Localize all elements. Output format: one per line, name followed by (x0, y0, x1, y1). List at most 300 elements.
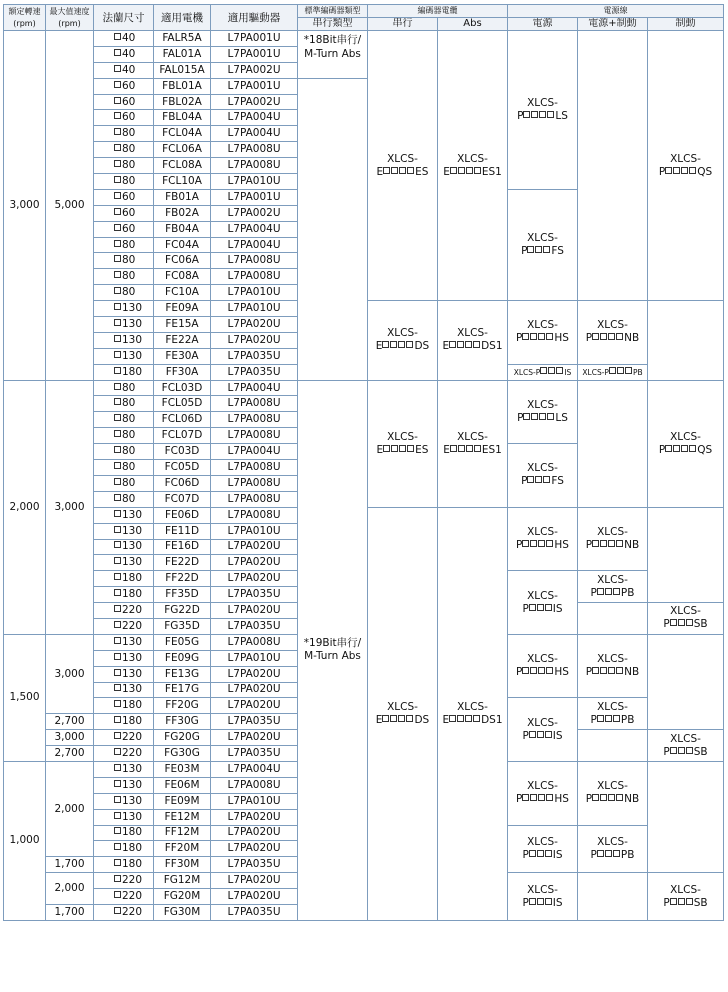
flange-size-cell: 130 (94, 539, 154, 555)
motor-model-cell: FC10A (154, 285, 211, 301)
driver-model-cell: L7PA020U (211, 666, 298, 682)
driver-model-cell: L7PA002U (211, 94, 298, 110)
driver-model-cell: L7PA004U (211, 237, 298, 253)
header-serial: 串行 (368, 18, 438, 31)
power-brake-cable-small: XLCS-P PB (578, 364, 648, 380)
driver-model-cell: L7PA020U (211, 539, 298, 555)
motor-model-cell: FG30M (154, 904, 211, 920)
power-brake-cable (578, 507, 648, 571)
flange-size-cell: 130 (94, 761, 154, 777)
driver-model-cell: L7PA035U (211, 857, 298, 873)
driver-model-cell: L7PA008U (211, 777, 298, 793)
flange-size-cell: 130 (94, 666, 154, 682)
flange-size-cell: 80 (94, 142, 154, 158)
cable-code: XLCS- E DS1 (442, 700, 503, 726)
motor-model-cell: FE03M (154, 761, 211, 777)
cable-code: XLCS- P PB (590, 573, 635, 599)
square-flange-icon (114, 589, 121, 596)
flange-size-cell: 220 (94, 904, 154, 920)
motor-model-cell: FCL06D (154, 412, 211, 428)
header-std-encoder-sub: 串行類型 (298, 18, 368, 31)
motor-model-cell: FCL07D (154, 428, 211, 444)
cable-code: XLCS- P PB (590, 700, 635, 726)
motor-model-cell: FC06A (154, 253, 211, 269)
flange-size-cell: 80 (94, 491, 154, 507)
motor-model-cell: FG20M (154, 889, 211, 905)
square-flange-icon (114, 478, 121, 485)
cable-code: XLCS- P SB (663, 732, 708, 758)
flange-size-cell: 180 (94, 587, 154, 603)
flange-size-cell: 180 (94, 571, 154, 587)
flange-size-cell: 130 (94, 809, 154, 825)
driver-model-cell: L7PA035U (211, 618, 298, 634)
square-flange-icon (114, 240, 121, 247)
flange-size-cell: 80 (94, 412, 154, 428)
flange-size-cell: 130 (94, 777, 154, 793)
driver-model-cell: L7PA010U (211, 285, 298, 301)
header-power-brake: 電源+制動 (578, 18, 648, 31)
square-flange-icon (114, 827, 121, 834)
power-brake-blank (578, 603, 648, 635)
motor-model-cell: FBL02A (154, 94, 211, 110)
flange-size-cell: 130 (94, 634, 154, 650)
driver-model-cell: L7PA008U (211, 491, 298, 507)
flange-size-cell: 80 (94, 174, 154, 190)
square-flange-icon (114, 732, 121, 739)
flange-size-cell: 80 (94, 475, 154, 491)
cable-code: XLCS- P IS (522, 716, 563, 742)
driver-model-cell: L7PA020U (211, 841, 298, 857)
flange-size-cell: 180 (94, 825, 154, 841)
motor-model-cell: FE16D (154, 539, 211, 555)
power-cable-small: XLCS-P IS (508, 364, 578, 380)
driver-model-cell: L7PA020U (211, 571, 298, 587)
rated-speed-cell: 3,000 (4, 31, 46, 381)
power-cable (508, 698, 578, 762)
flange-size-cell: 130 (94, 348, 154, 364)
square-flange-icon (114, 81, 121, 88)
power-brake-blank (578, 380, 648, 507)
flange-size-cell: 180 (94, 857, 154, 873)
max-speed-cell: 1,700 (46, 904, 94, 920)
square-flange-icon (114, 700, 121, 707)
square-flange-icon (114, 224, 121, 231)
square-flange-icon (114, 462, 121, 469)
cable-code: XLCS- P HS (516, 780, 569, 806)
flange-size-cell: 80 (94, 253, 154, 269)
flange-size-cell: 80 (94, 444, 154, 460)
square-flange-icon (114, 144, 121, 151)
power-cable (508, 571, 578, 635)
cable-code: XLCS- E ES1 (443, 430, 502, 456)
flange-size-cell: 80 (94, 237, 154, 253)
cable-code: XLCS- P PB (590, 835, 635, 861)
driver-model-cell: L7PA002U (211, 62, 298, 78)
flange-size-cell: 80 (94, 380, 154, 396)
square-flange-icon (114, 796, 121, 803)
motor-model-cell: FCL03D (154, 380, 211, 396)
power-cable (508, 301, 578, 365)
flange-size-cell: 220 (94, 603, 154, 619)
motor-model-cell: FE06M (154, 777, 211, 793)
brake-blank (648, 634, 724, 729)
motor-model-cell: FE09M (154, 793, 211, 809)
square-flange-icon (114, 271, 121, 278)
flange-size-cell: 60 (94, 94, 154, 110)
driver-model-cell: L7PA008U (211, 460, 298, 476)
square-flange-icon (114, 780, 121, 787)
motor-model-cell: FG35D (154, 618, 211, 634)
motor-model-cell: FAL01A (154, 46, 211, 62)
square-flange-icon (114, 812, 121, 819)
header-std-encoder: 標準編碼器類型 (298, 5, 368, 18)
power-brake-blank (578, 31, 648, 301)
cable-code: XLCS- E DS (375, 700, 430, 726)
cable-code: XLCS- P QS (658, 430, 713, 456)
encoder-cable-serial (368, 507, 438, 920)
power-cable (508, 507, 578, 571)
brake-blank (648, 507, 724, 602)
square-flange-icon (114, 494, 121, 501)
motor-model-cell: FALR5A (154, 31, 211, 47)
cable-code: XLCS- P LS (517, 398, 568, 424)
motor-model-cell: FE09G (154, 650, 211, 666)
square-flange-icon (114, 335, 121, 342)
flange-size-cell: 130 (94, 507, 154, 523)
motor-model-cell: FCL05D (154, 396, 211, 412)
driver-model-cell: L7PA008U (211, 428, 298, 444)
driver-model-cell: L7PA004U (211, 444, 298, 460)
driver-model-cell: L7PA020U (211, 730, 298, 746)
flange-size-cell: 60 (94, 205, 154, 221)
brake-cable (648, 380, 724, 507)
cable-code: XLCS- E ES (376, 152, 429, 178)
max-speed-cell: 3,000 (46, 730, 94, 746)
power-brake-cable (578, 634, 648, 698)
cable-code: XLCS- P IS (522, 835, 563, 861)
encoder-cable-serial (368, 380, 438, 507)
brake-cable (648, 603, 724, 635)
motor-model-cell: FE15A (154, 317, 211, 333)
driver-model-cell: L7PA035U (211, 348, 298, 364)
square-flange-icon (114, 128, 121, 135)
square-flange-icon (114, 319, 121, 326)
motor-model-cell: FBL04A (154, 110, 211, 126)
square-flange-icon (114, 748, 121, 755)
power-cable (508, 380, 578, 444)
square-flange-icon (114, 510, 121, 517)
flange-size-cell: 130 (94, 523, 154, 539)
driver-model-cell: L7PA010U (211, 650, 298, 666)
max-speed-cell: 2,000 (46, 873, 94, 905)
square-flange-icon (114, 843, 121, 850)
motor-model-cell: FE12M (154, 809, 211, 825)
driver-model-cell: L7PA008U (211, 158, 298, 174)
encoder-cable-abs (438, 380, 508, 507)
square-flange-icon (114, 97, 121, 104)
square-flange-icon (114, 605, 121, 612)
square-flange-icon (114, 541, 121, 548)
flange-size-cell: 80 (94, 428, 154, 444)
driver-model-cell: L7PA004U (211, 110, 298, 126)
cable-code: XLCS- E ES (376, 430, 429, 456)
motor-model-cell: FF30G (154, 714, 211, 730)
motor-model-cell: FE17G (154, 682, 211, 698)
motor-model-cell: FE30A (154, 348, 211, 364)
brake-cable (648, 873, 724, 921)
cable-code: XLCS- E DS1 (442, 327, 503, 353)
motor-model-cell: FAL015A (154, 62, 211, 78)
driver-model-cell: L7PA035U (211, 746, 298, 762)
header-power-cable: 電源線 (508, 5, 724, 18)
power-cable (508, 31, 578, 190)
flange-size-cell: 60 (94, 189, 154, 205)
driver-model-cell: L7PA020U (211, 698, 298, 714)
motor-model-cell: FE11D (154, 523, 211, 539)
power-cable (508, 761, 578, 825)
encoder-cable-abs (438, 31, 508, 301)
flange-size-cell: 80 (94, 269, 154, 285)
power-brake-cable (578, 761, 648, 825)
driver-model-cell: L7PA010U (211, 523, 298, 539)
square-flange-icon (114, 192, 121, 199)
square-flange-icon (114, 351, 121, 358)
square-flange-icon (114, 526, 121, 533)
motor-model-cell: FBL01A (154, 78, 211, 94)
cable-code: XLCS- P HS (516, 653, 569, 679)
driver-model-cell: L7PA035U (211, 904, 298, 920)
driver-model-cell: L7PA020U (211, 555, 298, 571)
cable-code: XLCS- P HS (516, 319, 569, 345)
motor-model-cell: FB01A (154, 189, 211, 205)
cable-code: XLCS- P SB (663, 605, 708, 631)
driver-model-cell: L7PA020U (211, 317, 298, 333)
square-flange-icon (114, 383, 121, 390)
driver-model-cell: L7PA008U (211, 475, 298, 491)
motor-model-cell: FF22D (154, 571, 211, 587)
square-flange-icon (114, 160, 121, 167)
motor-model-cell: FC05D (154, 460, 211, 476)
square-flange-icon (114, 716, 121, 723)
flange-size-cell: 220 (94, 730, 154, 746)
header-encoder-cable: 編碼器電纜 (368, 5, 508, 18)
cable-code: XLCS- P FS (521, 462, 564, 488)
motor-model-cell: FC06D (154, 475, 211, 491)
table-body (4, 31, 724, 921)
driver-model-cell: L7PA008U (211, 396, 298, 412)
motor-model-cell: FF12M (154, 825, 211, 841)
driver-model-cell: L7PA004U (211, 761, 298, 777)
square-flange-icon (114, 875, 121, 882)
motor-model-cell: FE22A (154, 332, 211, 348)
brake-cable (648, 31, 724, 301)
motor-model-cell: FF30A (154, 364, 211, 380)
flange-size-cell: 180 (94, 698, 154, 714)
square-flange-icon (114, 398, 121, 405)
square-flange-icon (114, 33, 121, 40)
square-flange-icon (114, 112, 121, 119)
driver-model-cell: L7PA020U (211, 603, 298, 619)
cable-code: XLCS- P IS (522, 883, 563, 909)
square-flange-icon (114, 621, 121, 628)
header-driver: 適用驅動器 (211, 5, 298, 31)
driver-model-cell: L7PA001U (211, 189, 298, 205)
square-flange-icon (114, 891, 121, 898)
flange-size-cell: 220 (94, 889, 154, 905)
cable-code: XLCS- P NB (585, 526, 640, 551)
square-flange-icon (114, 764, 121, 771)
flange-size-cell: 80 (94, 460, 154, 476)
power-cable (508, 189, 578, 300)
header-motor: 適用電機 (154, 5, 211, 31)
driver-model-cell: L7PA020U (211, 682, 298, 698)
cable-code: XLCS- E DS (375, 327, 430, 353)
driver-model-cell: L7PA008U (211, 634, 298, 650)
square-flange-icon (114, 255, 121, 262)
power-brake-cable (578, 825, 648, 873)
driver-model-cell: L7PA035U (211, 587, 298, 603)
flange-size-cell: 130 (94, 650, 154, 666)
square-flange-icon (114, 573, 121, 580)
square-flange-icon (114, 367, 121, 374)
driver-model-cell: L7PA020U (211, 873, 298, 889)
flange-size-cell: 220 (94, 618, 154, 634)
flange-size-cell: 80 (94, 396, 154, 412)
driver-model-cell: L7PA008U (211, 253, 298, 269)
driver-model-cell: L7PA010U (211, 174, 298, 190)
max-speed-cell: 2,000 (46, 761, 94, 856)
flange-size-cell: 180 (94, 714, 154, 730)
motor-model-cell: FCL04A (154, 126, 211, 142)
square-flange-icon (114, 49, 121, 56)
max-speed-cell: 3,000 (46, 380, 94, 634)
flange-size-cell: 40 (94, 31, 154, 47)
motor-model-cell: FG12M (154, 873, 211, 889)
motor-model-cell: FCL08A (154, 158, 211, 174)
motor-model-cell: FC08A (154, 269, 211, 285)
square-flange-icon (114, 176, 121, 183)
encoder-cable-serial (368, 31, 438, 301)
driver-model-cell: L7PA020U (211, 332, 298, 348)
flange-size-cell: 60 (94, 110, 154, 126)
header-max-speed: 最大值速度 (rpm) (46, 5, 94, 31)
cable-code: XLCS- P NB (585, 319, 640, 345)
header-brake: 制動 (648, 18, 724, 31)
motor-model-cell: FE06D (154, 507, 211, 523)
motor-model-cell: FC04A (154, 237, 211, 253)
motor-model-cell: FB02A (154, 205, 211, 221)
driver-model-cell: L7PA002U (211, 205, 298, 221)
cable-code: XLCS- P IS (522, 589, 563, 615)
max-speed-cell: 3,000 (46, 634, 94, 713)
encoder-type-blank (298, 78, 368, 380)
power-brake-blank (578, 873, 648, 921)
power-cable (508, 634, 578, 698)
flange-size-cell: 60 (94, 78, 154, 94)
power-brake-blank (578, 730, 648, 762)
flange-size-cell: 40 (94, 46, 154, 62)
flange-size-cell: 130 (94, 317, 154, 333)
header-flange: 法蘭尺寸 (94, 5, 154, 31)
driver-model-cell: L7PA008U (211, 412, 298, 428)
square-flange-icon (114, 907, 121, 914)
rated-speed-cell: 2,000 (4, 380, 46, 634)
power-cable (508, 825, 578, 873)
square-flange-icon (114, 653, 121, 660)
driver-model-cell: L7PA001U (211, 31, 298, 47)
power-brake-cable (578, 301, 648, 365)
flange-size-cell: 80 (94, 285, 154, 301)
flange-size-cell: 130 (94, 555, 154, 571)
cable-code: XLCS- P LS (517, 96, 568, 122)
motor-model-cell: FC07D (154, 491, 211, 507)
header-rated-speed: 額定轉速 (rpm) (4, 5, 46, 31)
square-flange-icon (114, 637, 121, 644)
flange-size-cell: 60 (94, 221, 154, 237)
power-cable (508, 444, 578, 508)
driver-model-cell: L7PA035U (211, 714, 298, 730)
encoder-cable-serial (368, 301, 438, 380)
brake-cable (648, 730, 724, 762)
flange-size-cell: 220 (94, 873, 154, 889)
rated-speed-cell: 1,500 (4, 634, 46, 761)
header-power: 電源 (508, 18, 578, 31)
square-flange-icon (114, 446, 121, 453)
max-speed-cell: 2,700 (46, 714, 94, 730)
flange-size-cell: 130 (94, 682, 154, 698)
driver-model-cell: L7PA010U (211, 793, 298, 809)
encoder-type-18bit: *18Bit串行/ M-Turn Abs (298, 31, 368, 79)
motor-model-cell: FE05G (154, 634, 211, 650)
header-abs: Abs (438, 18, 508, 31)
motor-model-cell: FE22D (154, 555, 211, 571)
motor-model-cell: FCL10A (154, 174, 211, 190)
motor-model-cell: FG22D (154, 603, 211, 619)
table-row (4, 31, 724, 47)
flange-size-cell: 180 (94, 364, 154, 380)
power-cable (508, 873, 578, 921)
square-flange-icon (114, 287, 121, 294)
driver-model-cell: L7PA020U (211, 825, 298, 841)
power-brake-cable (578, 698, 648, 730)
table-row (4, 380, 724, 396)
driver-model-cell: L7PA004U (211, 221, 298, 237)
rated-speed-cell: 1,000 (4, 761, 46, 920)
encoder-cable-abs (438, 507, 508, 920)
square-flange-icon (114, 65, 121, 72)
motor-model-cell: FE09A (154, 301, 211, 317)
flange-size-cell: 80 (94, 158, 154, 174)
flange-size-cell: 130 (94, 793, 154, 809)
square-flange-icon (114, 414, 121, 421)
motor-model-cell: FCL06A (154, 142, 211, 158)
driver-model-cell: L7PA035U (211, 364, 298, 380)
square-flange-icon (114, 208, 121, 215)
square-flange-icon (114, 430, 121, 437)
encoder-type-19bit: *19Bit串行/ M-Turn Abs (298, 380, 368, 920)
square-flange-icon (114, 859, 121, 866)
square-flange-icon (114, 303, 121, 310)
motor-model-cell: FF20G (154, 698, 211, 714)
motor-model-cell: FC03D (154, 444, 211, 460)
motor-model-cell: FB04A (154, 221, 211, 237)
motor-model-cell: FF35D (154, 587, 211, 603)
driver-model-cell: L7PA008U (211, 269, 298, 285)
driver-model-cell: L7PA010U (211, 301, 298, 317)
cable-code: XLCS- P FS (521, 232, 564, 258)
driver-model-cell: L7PA020U (211, 889, 298, 905)
max-speed-cell: 1,700 (46, 857, 94, 873)
